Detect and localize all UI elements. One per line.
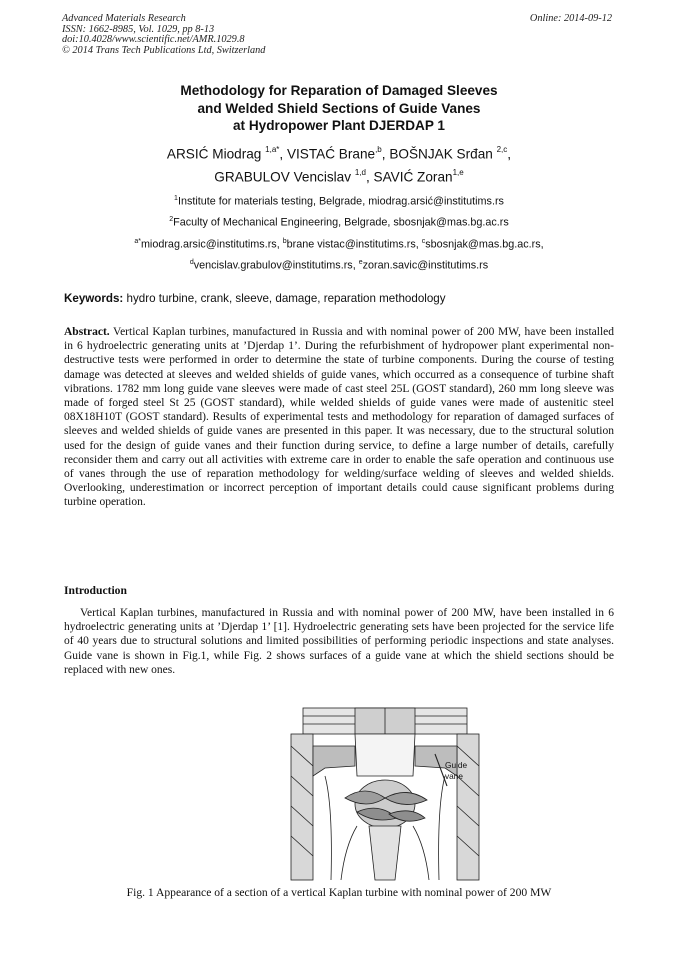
email-sup: d (189, 259, 194, 266)
affiliation-sup: 1 (174, 195, 178, 202)
author-sup: ,b (375, 145, 382, 154)
email-sup: a* (134, 238, 141, 245)
author-line-2: GRABULOV Vencislav $^{1,d}$, SAVIĆ Zoran$^{1,e}$ (214, 168, 464, 185)
author-name: GRABULOV Vencislav (214, 169, 352, 185)
email-line-2 (40, 256, 638, 273)
affiliation-2 (40, 213, 638, 230)
introduction-heading: Introduction (64, 584, 127, 597)
affiliation-text: Faculty of Mechanical Engineering, Belgrade, sbosnjak@mas.bg.ac.rs (173, 216, 509, 229)
affiliation-1 (40, 192, 638, 209)
issn-line: ISSN: 1662-8985, Vol. 1029, pp 8-13 (62, 23, 215, 35)
keywords (64, 292, 446, 305)
keywords-text: hydro turbine, crank, sleeve, damage, reparation methodology (126, 292, 446, 305)
email-sup: c (421, 238, 426, 245)
email-text: sbosnjak@mas.bg.ac.rs, (425, 238, 544, 251)
author-name: BOŠNJAK Srđan (389, 146, 493, 162)
email-sup: e (358, 259, 363, 266)
abstract (64, 325, 614, 510)
email-text: zoran.savic@institutims.rs (362, 259, 489, 272)
author-sup: 1,e (452, 168, 464, 177)
title-line-3: at Hydropower Plant DJERDAP 1 (232, 118, 445, 133)
guide-vane-label-line: Guide (445, 760, 468, 770)
guide-vane-label (445, 760, 467, 782)
author-sup: 1,d (354, 168, 366, 177)
turbine-section-figure (285, 706, 485, 884)
abstract-label: Abstract. (64, 326, 110, 338)
doi-line: doi:10.4028/www.scientific.net/AMR.1029.8 (62, 34, 245, 46)
author-line-1: ARSIĆ Miodrag $^{1,a*}$, VISTAĆ Brane$^{,b}$, BOŠNJAK Srđan $^{2,c}$, (166, 145, 512, 162)
affiliation-sup: 2 (169, 216, 174, 223)
guide-vane-label-line: vane (445, 771, 463, 781)
affiliation-text: Institute for materials testing, Belgrade, miodrag.arsić@institutims.rs (177, 195, 504, 208)
email-text: brane vistac@institutims.rs, (286, 238, 419, 251)
introduction-text: Vertical Kaplan turbines, manufactured in Russia and with nominal power of 200 MW, have been installed in 6 hydroelectric generating units at ’Djerdap 1’ [1]. Hydroelectric generating sets have been projected for the service life of 40 years due to structural solutions and limited possibilities of performing periodic inspections and state analyses. Guide vane is shown in Fig.1, while Fig. 2 shows surfaces of a guide vane at which the shield sections should be replaced with new ones. (64, 607, 614, 676)
online-date: Online: 2014-09-12 (529, 13, 612, 24)
title-line-1: Methodology for Reparation of Damaged Sleeves (180, 83, 498, 98)
title-line-2: and Welded Shield Sections of Guide Vanes (197, 100, 481, 116)
journal-name: Advanced Materials Research (62, 13, 186, 24)
author-name: SAVIĆ Zoran (373, 169, 453, 185)
author-sup: 1,a* (265, 145, 280, 154)
journal-header (62, 14, 265, 56)
email-sup: b (282, 238, 287, 245)
keywords-label: Keywords: (64, 292, 124, 305)
email-text: vencislav.grabulov@institutims.rs, (193, 259, 356, 272)
author-sup: 2,c (496, 145, 508, 154)
email-text: miodrag.arsic@institutims.rs, (140, 238, 280, 251)
abstract-text: Vertical Kaplan turbines, manufactured in Russia and with nominal power of 200 MW, have been installed in 6 hydroelectric generating units at ’Djerdap 1’. During the refurbishment of hydropower plant experimental non-destructive tests were performed in order to determine the state of turbine components. During the course of testing damage was detected at sleeves and welded shields of guide vanes, which occurred as a consequence of turbine shaft vibrations. 1782 mm long guide vane sleeves were made of cast steel 25L (GOST standard), 260 mm long sleeve was made of forged steel St 25 (GOST standard), while welded shields of guide vanes were made of austenitic steel 08X18H10T (GOST standard). Results of experimental tests and methodology for reparation of damaged surfaces of sleeves and welded shields of guide vanes are presented in this paper. It was necessary, due to the structural solution used for the design of guide vanes and their function during service, to define a large number of details, carefully reconsider them and carry out all activities with extreme care in order to enable the safe operation and continuous use of vanes through the use of reparation methodology for welding/surface welding of sleeves and welded shields. Overlooking, underestimation or incorrect perception of important details could cause significant problems during turbine operation. (64, 326, 614, 509)
email-line-1 (40, 235, 638, 252)
paper-title (60, 82, 618, 135)
copyright-line: © 2014 Trans Tech Publications Ltd, Switzerland (62, 44, 266, 56)
author-name: VISTAĆ Brane (286, 146, 376, 162)
figure-caption: Fig. 1 Appearance of a section of a vertical Kaplan turbine with nominal power of 200 MW (126, 886, 552, 899)
author-name: ARSIĆ Miodrag (166, 146, 262, 162)
